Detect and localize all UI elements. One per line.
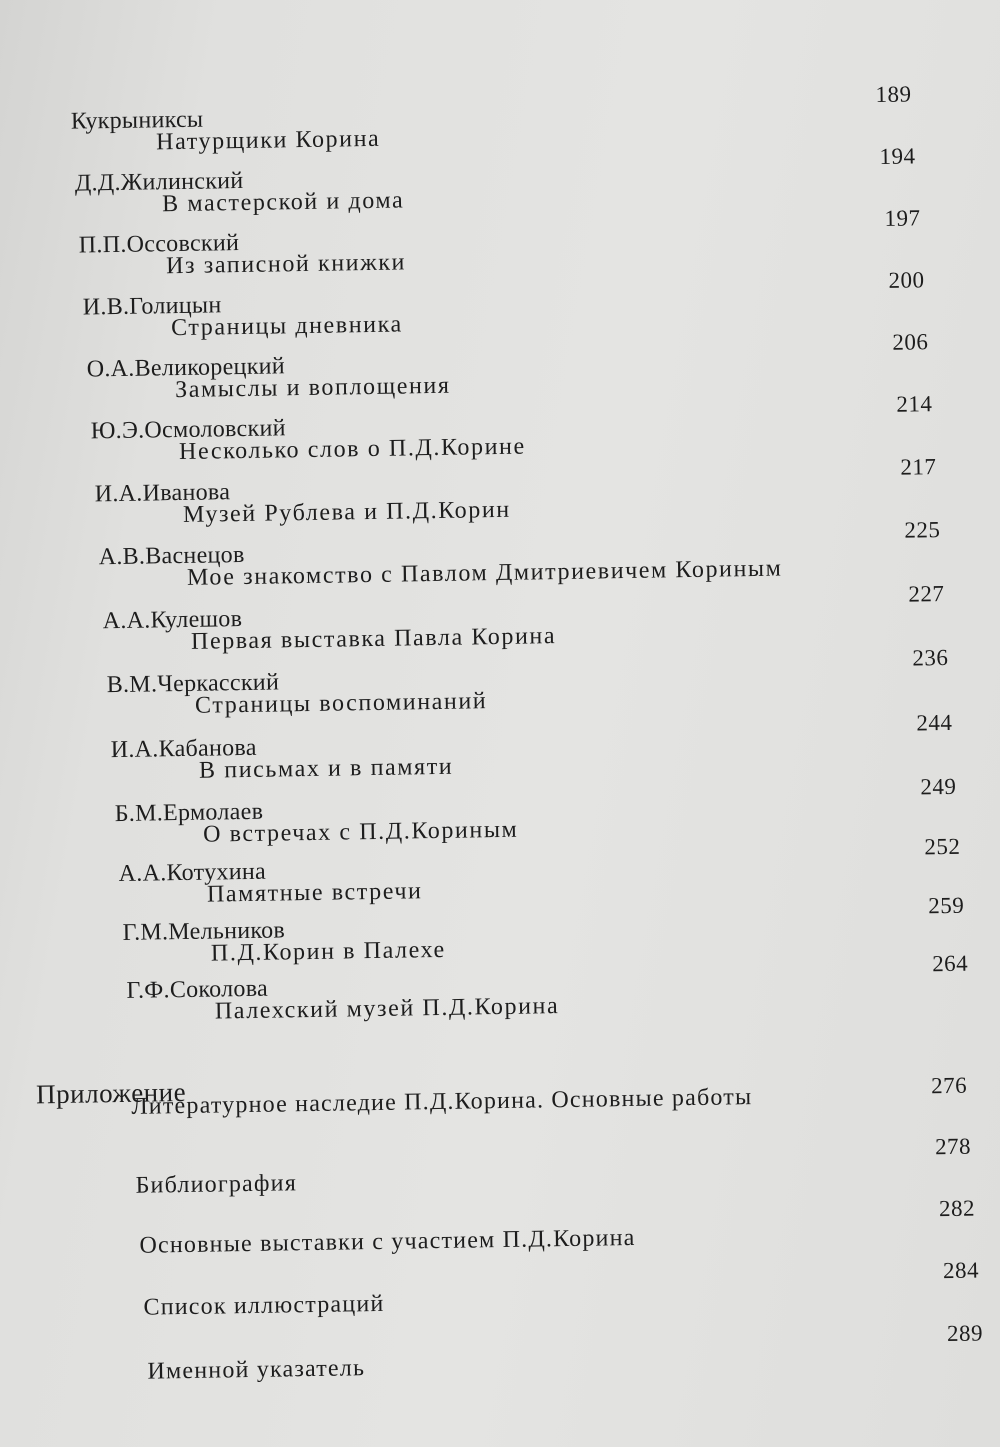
entry-author: Г.М.Мельников <box>122 917 286 946</box>
entry-title: Натурщики Корина <box>155 125 381 156</box>
toc-entry <box>0 644 1000 720</box>
entry-page-number: 206 <box>892 329 929 355</box>
entry-author: О.А.Великорецкий <box>86 353 286 383</box>
entry-author: И.А.Иванова <box>94 479 231 508</box>
entry-author: И.А.Кабанова <box>110 734 257 764</box>
entry-author: Д.Д.Жилинский <box>74 167 244 197</box>
entry-page-number: 264 <box>931 950 969 977</box>
entry-page-number: 225 <box>904 517 941 543</box>
entry-title: Замыслы и воплощения <box>174 372 451 404</box>
entry-page-number: 244 <box>916 709 953 736</box>
entry-author: Ю.Э.Осмоловский <box>90 415 286 445</box>
entry-page-number: 197 <box>884 205 921 231</box>
entry-author: Б.М.Ермолаев <box>114 798 264 828</box>
entry-title: Мое знакомство с Павлом Дмитриевичем Кориным <box>186 555 783 591</box>
entry-title: В письмах и в памяти <box>198 753 454 784</box>
entry-title: П.Д.Корин в Палехе <box>210 936 447 967</box>
entry-title: Из записной книжки <box>165 249 407 280</box>
entry-page-number: 249 <box>920 773 957 800</box>
entry-title: Музей Рублева и П.Д.Корин <box>182 496 511 528</box>
entry-author: В.М.Черкасский <box>106 669 280 699</box>
entry-title: Памятные встречи <box>206 878 423 908</box>
entry-page-number: 227 <box>908 581 945 607</box>
appendix-item-title: Литературное наследие П.Д.Корина. Основные работы <box>131 1084 753 1120</box>
entry-title: О встречах с П.Д.Кориным <box>202 816 519 848</box>
entry-author: А.В.Васнецов <box>98 541 245 571</box>
entry-page-number: 194 <box>879 143 916 169</box>
entry-title: Страницы воспоминаний <box>194 688 488 719</box>
appendix-item-title: Именной указатель <box>147 1355 366 1385</box>
entry-author: Кукрыниксы <box>70 106 204 135</box>
entry-title: В мастерской и дома <box>161 187 405 218</box>
entry-author: А.А.Кулешов <box>102 606 243 635</box>
entry-page-number: 259 <box>928 892 965 919</box>
appendix-item-page-number: 289 <box>946 1320 984 1347</box>
appendix-item-page-number: 276 <box>930 1072 968 1099</box>
entry-page-number: 252 <box>924 833 961 860</box>
appendix-item-title: Список иллюстраций <box>143 1290 385 1321</box>
toc-entry <box>0 516 998 592</box>
appendix-heading: Приложение <box>35 1076 187 1110</box>
entry-author: Г.Ф.Соколова <box>126 975 269 1004</box>
toc-entry <box>0 709 1000 785</box>
entry-author: И.В.Голицын <box>82 292 222 321</box>
entry-author: П.П.Оссовский <box>78 230 240 259</box>
entry-title: Палехский музей П.Д.Корина <box>214 993 560 1025</box>
appendix-item-title: Основные выставки с участием П.Д.Корина <box>139 1224 636 1259</box>
entry-page-number: 189 <box>875 81 912 108</box>
appendix-item-page-number: 278 <box>934 1133 972 1160</box>
entry-author: А.А.Котухина <box>118 858 267 888</box>
entry-page-number: 217 <box>900 454 937 480</box>
entry-page-number: 236 <box>912 644 949 671</box>
entry-title: Страницы дневника <box>170 311 403 342</box>
toc-entry <box>0 580 999 656</box>
appendix-item-page-number: 282 <box>938 1195 976 1222</box>
entry-page-number: 214 <box>896 391 933 417</box>
entry-title: Первая выставка Павла Корина <box>190 623 557 655</box>
appendix-item-page-number: 284 <box>942 1257 980 1284</box>
entry-title: Несколько слов о П.Д.Корине <box>178 433 526 466</box>
entry-page-number: 200 <box>888 267 925 293</box>
appendix-item-title: Библиография <box>135 1170 298 1199</box>
